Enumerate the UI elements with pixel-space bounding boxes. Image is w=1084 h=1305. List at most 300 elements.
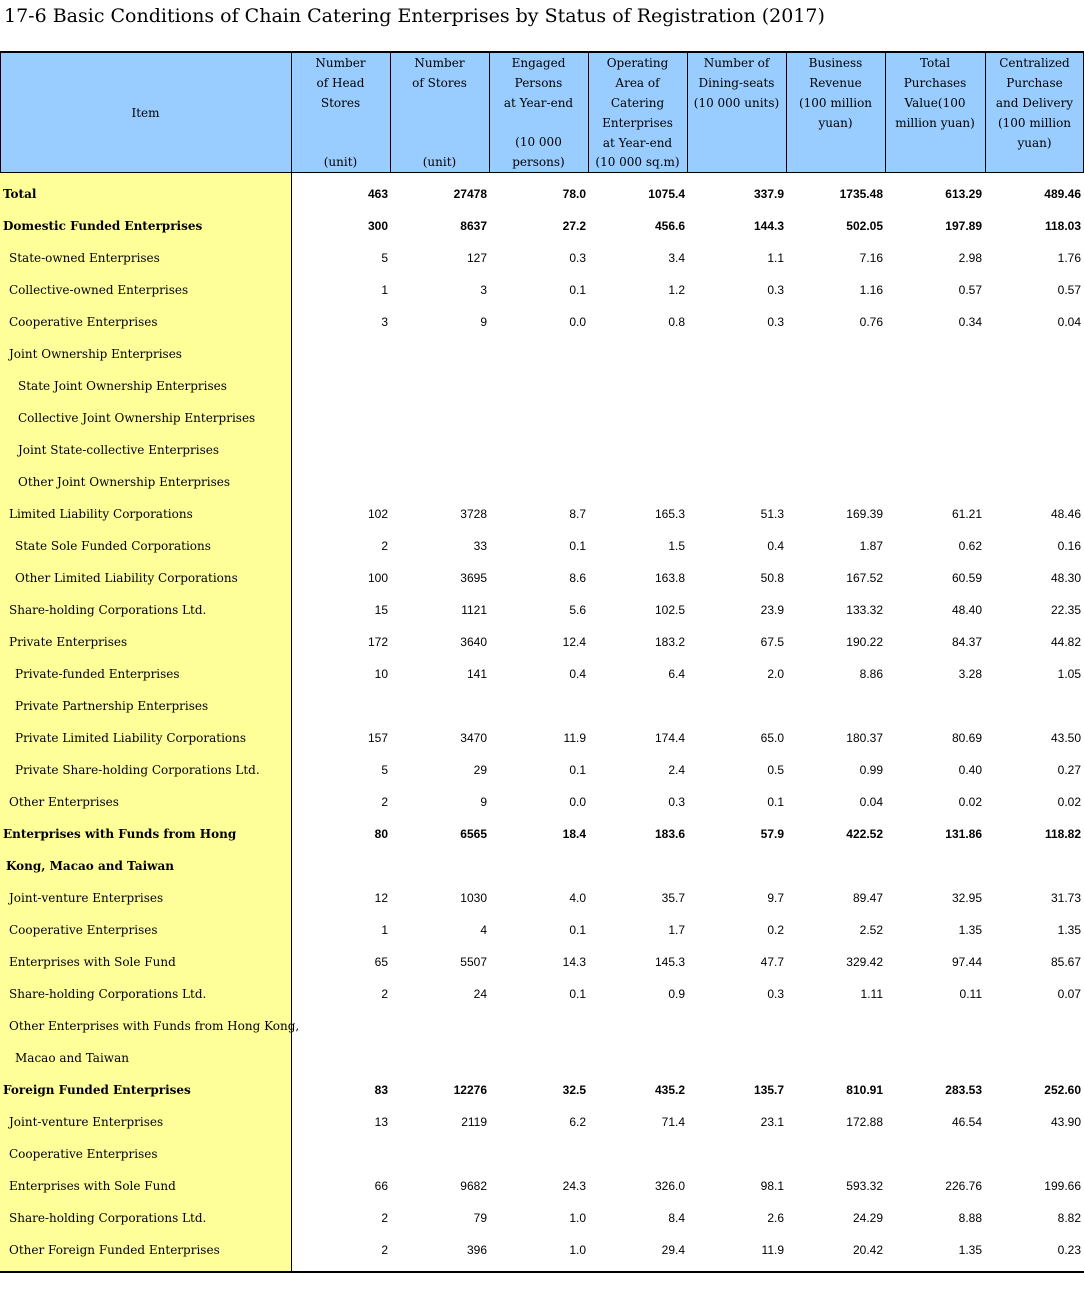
- row-value: 0.11: [959, 987, 982, 1001]
- row-value: 1030: [460, 891, 487, 905]
- row-value: [885, 1042, 982, 1074]
- row-value: 0.57: [958, 283, 982, 297]
- column-divider: [687, 53, 688, 172]
- row-label: Joint-venture Enterprises: [9, 1115, 164, 1129]
- table-row: [0, 402, 1084, 434]
- row-value: [885, 690, 982, 722]
- row-value: 12.4: [562, 635, 586, 649]
- row-value: 2: [381, 1243, 388, 1257]
- row-value: [687, 1010, 784, 1042]
- row-value: [489, 850, 586, 882]
- table-row: [0, 370, 1084, 402]
- table-row: [0, 498, 1084, 530]
- row-value: 1.5: [668, 539, 685, 553]
- header-label-line: Purchase: [1006, 76, 1063, 90]
- row-value: 22.35: [1050, 603, 1081, 617]
- header-column-2: [390, 53, 489, 172]
- row-value: 98.1: [760, 1179, 784, 1193]
- row-value: 51.3: [760, 507, 784, 521]
- row-value: [489, 434, 586, 466]
- row-value: 48.40: [951, 603, 982, 617]
- row-value: 2.4: [668, 763, 685, 777]
- row-value: 0.40: [958, 763, 982, 777]
- row-label: Joint-venture Enterprises: [9, 891, 164, 905]
- header-unit: (unit): [422, 155, 457, 169]
- row-label: State Sole Funded Corporations: [15, 539, 211, 553]
- row-value: 35.7: [661, 891, 685, 905]
- table-row: [0, 1042, 1084, 1074]
- row-value: [390, 850, 487, 882]
- row-value: 2.52: [859, 923, 883, 937]
- table-row: [0, 754, 1084, 786]
- row-value: [985, 370, 1081, 402]
- row-value: 3695: [460, 571, 487, 585]
- header-label-line: of Head: [316, 76, 365, 90]
- header-label-line: at Year-end: [602, 136, 673, 150]
- row-value: 1.0: [569, 1243, 586, 1257]
- row-value: 23.1: [760, 1115, 784, 1129]
- row-value: 10: [374, 667, 388, 681]
- row-value: 48.30: [1050, 571, 1081, 585]
- row-value: 0.16: [1057, 539, 1081, 553]
- header-label: [885, 53, 985, 133]
- table-row: [0, 850, 1084, 882]
- row-value: 144.3: [753, 219, 784, 233]
- row-value: 4.0: [569, 891, 586, 905]
- row-value: 65.0: [760, 731, 784, 745]
- header-label-line: (10 000 units): [693, 96, 780, 110]
- row-value: [489, 402, 586, 434]
- row-value: 329.42: [846, 955, 883, 969]
- row-value: 0.04: [1057, 315, 1081, 329]
- row-value: 5: [381, 251, 388, 265]
- row-value: 1075.4: [648, 187, 685, 201]
- row-value: [390, 370, 487, 402]
- row-value: 135.7: [753, 1083, 784, 1097]
- row-value: 502.05: [846, 219, 883, 233]
- row-value: 7.16: [859, 251, 883, 265]
- row-value: 463: [367, 187, 388, 201]
- row-value: [291, 1042, 388, 1074]
- row-value: 85.67: [1050, 955, 1081, 969]
- row-value: 2: [381, 539, 388, 553]
- table-row: [0, 722, 1084, 754]
- row-value: 0.0: [569, 315, 586, 329]
- row-value: 31.73: [1050, 891, 1081, 905]
- row-value: [885, 370, 982, 402]
- table-row: [0, 1202, 1084, 1234]
- row-value: 3.4: [668, 251, 685, 265]
- row-value: 102.5: [654, 603, 685, 617]
- row-value: [588, 402, 685, 434]
- row-value: 0.3: [767, 315, 784, 329]
- row-value: 0.5: [767, 763, 784, 777]
- row-label: Share-holding Corporations Ltd.: [9, 603, 207, 617]
- header-label: [291, 53, 390, 113]
- row-label: Private Partnership Enterprises: [15, 699, 209, 713]
- table-row: [0, 1010, 1084, 1042]
- row-value: [291, 1010, 388, 1042]
- header-label-line: Stores: [320, 96, 361, 110]
- row-value: [687, 434, 784, 466]
- row-label: Private Enterprises: [9, 635, 128, 649]
- row-label: Other Limited Liability Corporations: [15, 571, 238, 585]
- row-value: [985, 466, 1081, 498]
- table-row: [0, 946, 1084, 978]
- row-value: [291, 690, 388, 722]
- row-value: 190.22: [846, 635, 883, 649]
- header-label: [687, 53, 786, 113]
- row-value: [885, 466, 982, 498]
- row-value: 613.29: [945, 187, 982, 201]
- row-value: 11.9: [761, 1243, 784, 1257]
- row-value: 1.1: [767, 251, 784, 265]
- header-label-line: Business: [808, 56, 863, 70]
- row-value: 0.1: [767, 795, 784, 809]
- row-value: 3: [480, 283, 487, 297]
- row-value: [489, 1010, 586, 1042]
- row-value: 97.44: [951, 955, 982, 969]
- row-value: 172.88: [846, 1115, 883, 1129]
- header-label-line: Catering: [610, 96, 665, 110]
- row-value: 167.52: [846, 571, 883, 585]
- table-title: 17-6 Basic Conditions of Chain Catering Enterprises by Status of Registration (2017): [4, 5, 825, 27]
- row-value: 300: [367, 219, 388, 233]
- header-unit: (unit): [323, 155, 358, 169]
- row-value: 0.4: [767, 539, 784, 553]
- row-value: 0.2: [767, 923, 784, 937]
- header-label-line: Centralized: [999, 56, 1070, 70]
- row-value: 43.50: [1050, 731, 1081, 745]
- row-value: 157: [367, 731, 388, 745]
- row-value: [985, 1010, 1081, 1042]
- header-label-line: Persons: [514, 76, 563, 90]
- header-label-line: Number of: [703, 56, 770, 70]
- table-row: [0, 242, 1084, 274]
- row-label: Cooperative Enterprises: [9, 1147, 158, 1161]
- row-value: [687, 466, 784, 498]
- header-column-8: [985, 53, 1084, 172]
- row-value: 0.07: [1057, 987, 1081, 1001]
- row-value: 489.46: [1044, 187, 1081, 201]
- row-value: 180.37: [846, 731, 883, 745]
- row-value: [985, 1042, 1081, 1074]
- row-value: 326.0: [654, 1179, 685, 1193]
- row-value: 0.4: [569, 667, 586, 681]
- row-value: 1121: [461, 603, 487, 617]
- row-value: 65: [374, 955, 388, 969]
- row-value: 337.9: [753, 187, 784, 201]
- table-row: [0, 530, 1084, 562]
- row-value: [985, 338, 1081, 370]
- row-value: 1.05: [1057, 667, 1081, 681]
- row-label: Domestic Funded Enterprises: [3, 219, 203, 233]
- row-value: 1.11: [860, 987, 883, 1001]
- row-label: State Joint Ownership Enterprises: [18, 379, 227, 393]
- table-row: [0, 1106, 1084, 1138]
- row-value: [588, 370, 685, 402]
- row-value: 1.7: [668, 923, 685, 937]
- header-label-line: (100 million yuan): [997, 116, 1072, 150]
- row-value: 12276: [453, 1083, 487, 1097]
- row-value: 2119: [461, 1115, 487, 1129]
- header-column-4: [588, 53, 687, 172]
- header-label-line: Value(100: [904, 96, 966, 110]
- row-value: 18.4: [562, 827, 586, 841]
- row-label: Foreign Funded Enterprises: [3, 1083, 191, 1097]
- table-row: [0, 338, 1084, 370]
- row-label: Other Enterprises with Funds from Hong Kong,: [9, 1019, 300, 1033]
- row-value: 47.7: [760, 955, 784, 969]
- header-label-line: Operating: [606, 56, 669, 70]
- row-value: 24.3: [562, 1179, 586, 1193]
- row-value: 2: [381, 795, 388, 809]
- row-value: [390, 1138, 487, 1170]
- row-value: 27478: [453, 187, 487, 201]
- row-value: 44.82: [1050, 635, 1081, 649]
- row-value: 8.7: [569, 507, 586, 521]
- row-value: 79: [473, 1211, 487, 1225]
- row-value: 6.4: [668, 667, 685, 681]
- row-value: [885, 338, 982, 370]
- row-value: [291, 1138, 388, 1170]
- row-label: Joint State-collective Enterprises: [18, 443, 220, 457]
- row-value: 1.0: [569, 1211, 586, 1225]
- table-row: [0, 1074, 1084, 1106]
- row-label: Other Joint Ownership Enterprises: [18, 475, 230, 489]
- row-label: Private Limited Liability Corporations: [15, 731, 247, 745]
- row-value: 43.90: [1050, 1115, 1081, 1129]
- header-label: [588, 53, 687, 153]
- row-value: 1: [381, 283, 388, 297]
- row-value: 133.32: [846, 603, 883, 617]
- row-value: 163.8: [654, 571, 685, 585]
- row-value: 118.03: [1044, 219, 1081, 233]
- header-label-line: Total: [919, 56, 951, 70]
- row-label: Share-holding Corporations Ltd.: [9, 1211, 207, 1225]
- row-value: 8.88: [958, 1211, 982, 1225]
- row-value: 283.53: [945, 1083, 982, 1097]
- bottom-rule: [0, 1271, 1084, 1273]
- row-value: [786, 1042, 883, 1074]
- row-label: Other Foreign Funded Enterprises: [9, 1243, 220, 1257]
- row-value: [786, 466, 883, 498]
- header-label: [390, 53, 489, 93]
- row-value: [390, 1042, 487, 1074]
- table-row: [0, 914, 1084, 946]
- table-row: [0, 434, 1084, 466]
- header-label-line: and Delivery: [995, 96, 1074, 110]
- row-value: 14.3: [562, 955, 586, 969]
- row-value: [885, 1010, 982, 1042]
- row-label: Private-funded Enterprises: [15, 667, 180, 681]
- row-value: 8.4: [668, 1211, 685, 1225]
- row-value: 145.3: [654, 955, 685, 969]
- row-value: 15: [374, 603, 388, 617]
- row-value: 6.2: [569, 1115, 586, 1129]
- row-value: 0.3: [767, 283, 784, 297]
- row-value: 127: [466, 251, 487, 265]
- header-column-1: [291, 53, 390, 172]
- column-divider: [390, 53, 391, 172]
- row-value: 8637: [460, 219, 487, 233]
- row-value: 0.04: [859, 795, 883, 809]
- row-value: 102: [367, 507, 388, 521]
- row-value: [390, 434, 487, 466]
- header-label-line: Number: [315, 56, 366, 70]
- table-row: [0, 306, 1084, 338]
- row-value: 27.2: [562, 219, 586, 233]
- row-value: [489, 338, 586, 370]
- row-value: 50.8: [760, 571, 784, 585]
- row-value: 3.28: [958, 667, 982, 681]
- row-label: Enterprises with Sole Fund: [9, 1179, 176, 1193]
- row-value: [390, 1010, 487, 1042]
- row-value: 1735.48: [839, 187, 883, 201]
- row-label: Collective Joint Ownership Enterprises: [18, 411, 256, 425]
- row-value: 172: [367, 635, 388, 649]
- row-value: 24: [473, 987, 487, 1001]
- row-value: 6565: [460, 827, 487, 841]
- row-value: 0.1: [569, 539, 586, 553]
- row-value: 4: [480, 923, 487, 937]
- row-value: [985, 1138, 1081, 1170]
- table-row: [0, 882, 1084, 914]
- row-value: 89.47: [852, 891, 883, 905]
- row-value: 83: [374, 1083, 388, 1097]
- row-value: 48.46: [1050, 507, 1081, 521]
- row-value: [588, 690, 685, 722]
- header-unit: (10 000 persons): [512, 135, 565, 169]
- row-value: 9682: [460, 1179, 487, 1193]
- row-value: [786, 850, 883, 882]
- row-label: Collective-owned Enterprises: [9, 283, 189, 297]
- row-value: 3470: [460, 731, 487, 745]
- table-row: [0, 1234, 1084, 1266]
- header-label: [489, 53, 588, 113]
- row-value: 0.0: [569, 795, 586, 809]
- row-value: 71.4: [661, 1115, 685, 1129]
- row-value: 0.8: [668, 315, 685, 329]
- row-value: [687, 402, 784, 434]
- row-value: [390, 338, 487, 370]
- row-value: 3640: [460, 635, 487, 649]
- row-value: 252.60: [1044, 1083, 1081, 1097]
- row-value: 5507: [460, 955, 487, 969]
- row-value: 0.02: [1057, 795, 1081, 809]
- row-label: Enterprises with Funds from Hong: [3, 827, 237, 841]
- row-label: Joint Ownership Enterprises: [9, 347, 182, 361]
- row-value: 9: [480, 795, 487, 809]
- table-row: [0, 690, 1084, 722]
- header-label-line: at Year-end: [503, 96, 574, 110]
- row-value: 9.7: [767, 891, 784, 905]
- row-value: 165.3: [654, 507, 685, 521]
- row-value: 84.37: [951, 635, 982, 649]
- row-value: [588, 1042, 685, 1074]
- row-value: [687, 690, 784, 722]
- table-row: [0, 1170, 1084, 1202]
- row-value: 32.95: [951, 891, 982, 905]
- row-value: 226.76: [945, 1179, 982, 1193]
- row-value: 100: [367, 571, 388, 585]
- row-value: 67.5: [760, 635, 784, 649]
- table-row: [0, 658, 1084, 690]
- row-value: [687, 370, 784, 402]
- row-value: 0.1: [569, 987, 586, 1001]
- row-value: 12: [374, 891, 388, 905]
- row-value: [588, 434, 685, 466]
- row-value: 1.2: [668, 283, 685, 297]
- row-value: 5.6: [569, 603, 586, 617]
- row-value: 118.82: [1044, 827, 1081, 841]
- row-value: 1.76: [1057, 251, 1081, 265]
- row-value: 0.23: [1057, 1243, 1081, 1257]
- row-value: 13: [374, 1115, 388, 1129]
- row-value: 3728: [460, 507, 487, 521]
- table-row: [0, 978, 1084, 1010]
- row-value: 1.35: [958, 923, 982, 937]
- row-value: 1.35: [958, 1243, 982, 1257]
- header-label-line: Revenue: [809, 76, 862, 90]
- header-label-line: Area of: [615, 76, 660, 90]
- row-value: 29.4: [661, 1243, 685, 1257]
- table-row: [0, 1138, 1084, 1170]
- row-label: Share-holding Corporations Ltd.: [9, 987, 207, 1001]
- row-value: [588, 850, 685, 882]
- row-value: 0.3: [569, 251, 586, 265]
- row-value: [985, 434, 1081, 466]
- header-unit: (10 000 sq.m): [595, 155, 680, 169]
- header-label-line: Number: [414, 56, 465, 70]
- column-divider: [885, 53, 886, 172]
- row-value: 80: [374, 827, 388, 841]
- row-value: [985, 690, 1081, 722]
- row-value: 396: [466, 1243, 487, 1257]
- row-label: Other Enterprises: [9, 795, 119, 809]
- row-value: [588, 338, 685, 370]
- header-label-line: of Stores: [412, 76, 467, 90]
- row-value: [687, 1138, 784, 1170]
- row-value: 61.21: [951, 507, 982, 521]
- row-value: 0.9: [668, 987, 685, 1001]
- column-divider: [786, 53, 787, 172]
- row-value: [291, 850, 388, 882]
- row-value: 0.1: [569, 763, 586, 777]
- row-value: 5: [381, 763, 388, 777]
- row-value: 174.4: [654, 731, 685, 745]
- row-value: 24.29: [852, 1211, 883, 1225]
- row-value: 46.54: [951, 1115, 982, 1129]
- row-value: [390, 466, 487, 498]
- row-value: 0.1: [569, 923, 586, 937]
- table-row: [0, 178, 1084, 210]
- row-value: 2.0: [767, 667, 784, 681]
- row-value: 0.34: [958, 315, 982, 329]
- header-label-line: Purchases: [903, 76, 967, 90]
- row-value: 32.5: [562, 1083, 586, 1097]
- table-row: [0, 626, 1084, 658]
- row-value: [985, 850, 1081, 882]
- row-value: 422.52: [846, 827, 883, 841]
- header-item: Item: [131, 105, 160, 120]
- row-value: [786, 1010, 883, 1042]
- row-value: 131.86: [945, 827, 982, 841]
- row-value: 1.87: [859, 539, 883, 553]
- row-value: [390, 402, 487, 434]
- header-column-6: [786, 53, 885, 172]
- row-value: 0.3: [767, 987, 784, 1001]
